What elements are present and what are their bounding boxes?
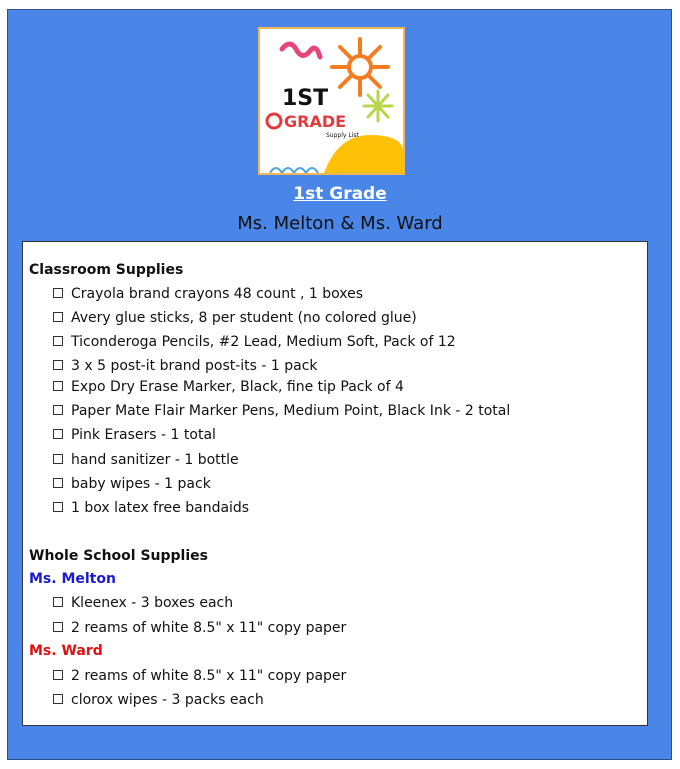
supply-item: hand sanitizer - 1 bottle — [53, 452, 239, 468]
logo-line1: 1ST — [282, 86, 329, 111]
classroom-supplies-heading: Classroom Supplies — [29, 262, 184, 278]
teacher-melton-heading: Ms. Melton — [29, 571, 116, 587]
supply-item: Avery glue sticks, 8 per student (no colored glue) — [53, 310, 417, 326]
checkbox[interactable] — [53, 502, 63, 512]
logo-line3: Supply List — [326, 132, 359, 139]
checkbox[interactable] — [53, 336, 63, 346]
supply-list-panel — [22, 241, 648, 726]
supply-item: Crayola brand crayons 48 count , 1 boxes — [53, 286, 363, 302]
checkbox[interactable] — [53, 454, 63, 464]
checkbox[interactable] — [53, 597, 63, 607]
checkbox[interactable] — [53, 429, 63, 439]
checkbox[interactable] — [53, 381, 63, 391]
whole-school-supplies-heading: Whole School Supplies — [29, 548, 208, 564]
checkbox[interactable] — [53, 405, 63, 415]
logo-line2: GRADE — [284, 112, 347, 131]
checkbox[interactable] — [53, 694, 63, 704]
supply-item: Ticonderoga Pencils, #2 Lead, Medium Soft, Pack of 12 — [53, 334, 456, 350]
supply-item: Pink Erasers - 1 total — [53, 427, 216, 443]
supply-item: 3 x 5 post-it brand post-its - 1 pack — [53, 358, 318, 374]
supply-item: clorox wipes - 3 packs each — [53, 692, 264, 708]
supply-item: 2 reams of white 8.5" x 11" copy paper — [53, 620, 346, 636]
supply-item: 2 reams of white 8.5" x 11" copy paper — [53, 668, 346, 684]
teachers-title: Ms. Melton & Ms. Ward — [237, 213, 443, 234]
supply-item: Kleenex - 3 boxes each — [53, 595, 233, 611]
supply-item: 1 box latex free bandaids — [53, 500, 249, 516]
checkbox[interactable] — [53, 670, 63, 680]
teacher-ward-heading: Ms. Ward — [29, 643, 103, 659]
checkbox[interactable] — [53, 622, 63, 632]
first-grade-logo — [258, 27, 405, 175]
checkbox[interactable] — [53, 478, 63, 488]
logo-artwork — [260, 29, 403, 173]
checkbox[interactable] — [53, 360, 63, 370]
checkbox[interactable] — [53, 312, 63, 322]
supply-item: Paper Mate Flair Marker Pens, Medium Point, Black Ink - 2 total — [53, 403, 510, 419]
supply-item: baby wipes - 1 pack — [53, 476, 211, 492]
checkbox[interactable] — [53, 288, 63, 298]
grade-link[interactable]: 1st Grade — [293, 184, 387, 204]
supply-item: Expo Dry Erase Marker, Black, fine tip Pack of 4 — [53, 379, 404, 395]
